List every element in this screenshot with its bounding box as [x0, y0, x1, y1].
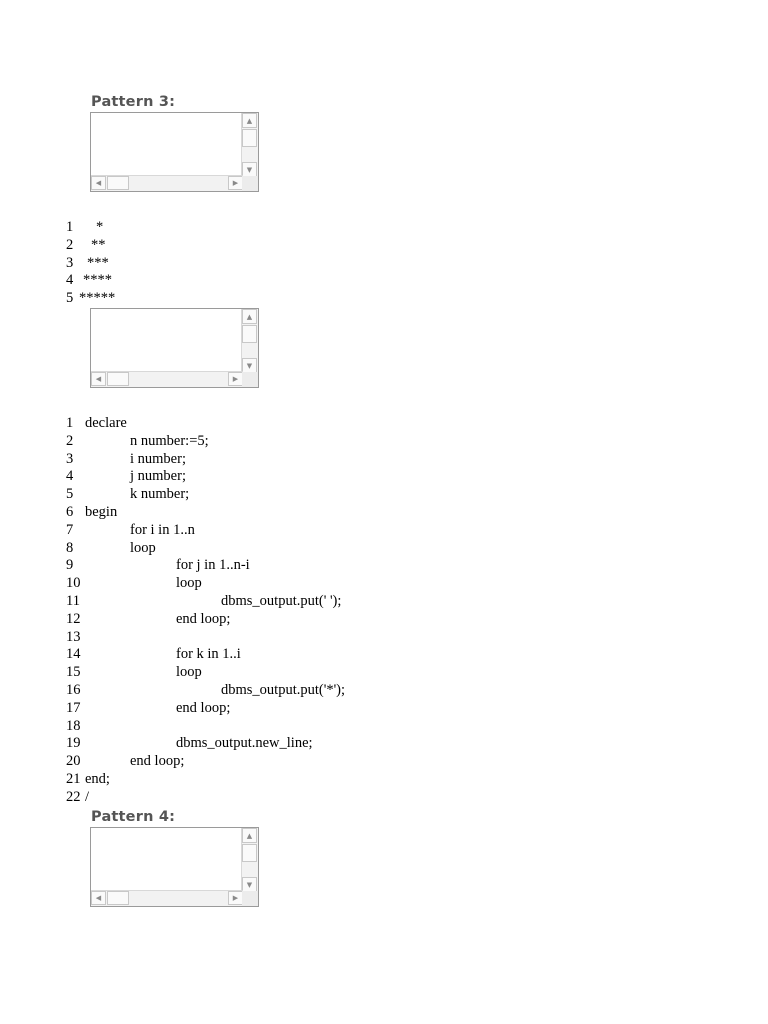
scroll-thumb[interactable] — [107, 891, 129, 905]
line-text: / — [85, 788, 90, 805]
line-number: 13 — [66, 628, 81, 645]
line-text: for j in 1..n-i — [176, 557, 250, 574]
pattern-4-heading: Pattern 4: — [91, 809, 176, 825]
scroll-left-icon[interactable]: ◀ — [91, 176, 106, 190]
line-text: end; — [85, 770, 110, 787]
scroll-down-icon[interactable]: ▼ — [242, 877, 257, 892]
line-text: j number; — [130, 468, 186, 485]
scrollbar-corner — [242, 891, 258, 906]
line-number: 4 — [66, 468, 74, 485]
scroll-thumb[interactable] — [107, 372, 129, 386]
line-text: dbms_output.put(' '); — [221, 592, 342, 609]
line-number: 21 — [66, 770, 81, 787]
line-text: for i in 1..n — [130, 521, 195, 538]
line-text: end loop; — [176, 699, 231, 716]
line-text: i number; — [130, 450, 186, 467]
line-text: n number:=5; — [130, 432, 209, 449]
horizontal-scrollbar[interactable] — [91, 175, 243, 191]
line-text: **** — [83, 272, 112, 289]
line-number: 14 — [66, 646, 81, 663]
line-text: loop — [130, 539, 156, 556]
line-number: 3 — [66, 254, 74, 271]
code-textbox-2[interactable] — [90, 308, 259, 388]
line-text: loop — [176, 664, 202, 681]
scroll-up-icon[interactable]: ▲ — [242, 828, 257, 843]
line-text: *** — [87, 254, 109, 271]
line-number: 15 — [66, 664, 81, 681]
scroll-right-icon[interactable]: ▶ — [228, 176, 243, 190]
line-number: 2 — [66, 236, 74, 253]
line-number: 12 — [66, 610, 81, 627]
line-number: 1 — [66, 415, 74, 431]
horizontal-scrollbar[interactable] — [91, 890, 243, 906]
scroll-left-icon[interactable]: ◀ — [91, 372, 106, 386]
line-number: 6 — [66, 503, 74, 520]
line-text: ** — [91, 236, 106, 253]
scroll-up-icon[interactable]: ▲ — [242, 309, 257, 324]
scroll-thumb[interactable] — [242, 129, 257, 147]
line-number: 8 — [66, 539, 74, 556]
scroll-down-icon[interactable]: ▼ — [242, 162, 257, 177]
scroll-down-icon[interactable]: ▼ — [242, 358, 257, 373]
line-number: 17 — [66, 699, 81, 716]
vertical-scrollbar[interactable] — [241, 113, 258, 177]
pattern-3-heading: Pattern 3: — [91, 94, 176, 110]
line-number: 19 — [66, 735, 81, 752]
scroll-up-icon[interactable]: ▲ — [242, 113, 257, 128]
line-text: dbms_output.new_line; — [176, 735, 313, 752]
scroll-left-icon[interactable]: ◀ — [91, 891, 106, 905]
line-text: end loop; — [130, 753, 185, 770]
line-text: dbms_output.put('*'); — [221, 681, 346, 698]
scrollbar-corner — [242, 176, 258, 191]
scroll-thumb[interactable] — [242, 325, 257, 343]
code-textbox-3[interactable] — [90, 827, 259, 907]
line-number: 11 — [66, 592, 80, 609]
line-text: k number; — [130, 486, 190, 503]
line-number: 9 — [66, 557, 74, 574]
line-number: 10 — [66, 575, 81, 592]
line-number: 22 — [66, 788, 81, 805]
line-number: 16 — [66, 681, 81, 698]
scroll-right-icon[interactable]: ▶ — [228, 372, 243, 386]
line-text: ***** — [79, 290, 116, 307]
line-text: * — [96, 219, 104, 235]
line-text: end loop; — [176, 610, 231, 627]
line-text: declare — [85, 415, 127, 431]
scroll-thumb[interactable] — [242, 844, 257, 862]
line-number: 2 — [66, 432, 74, 449]
line-text: loop — [176, 575, 202, 592]
vertical-scrollbar[interactable] — [241, 828, 258, 892]
vertical-scrollbar[interactable] — [241, 309, 258, 373]
scrollbar-corner — [242, 372, 258, 387]
line-number: 1 — [66, 219, 74, 235]
line-number: 4 — [66, 272, 74, 289]
line-number: 5 — [66, 486, 74, 503]
line-number: 5 — [66, 290, 74, 307]
horizontal-scrollbar[interactable] — [91, 371, 243, 387]
line-text: for k in 1..i — [176, 646, 241, 663]
line-number: 18 — [66, 717, 81, 734]
code-textbox-1[interactable] — [90, 112, 259, 192]
scroll-right-icon[interactable]: ▶ — [228, 891, 243, 905]
scroll-thumb[interactable] — [107, 176, 129, 190]
line-number: 20 — [66, 753, 81, 770]
line-text: begin — [85, 503, 118, 520]
line-number: 7 — [66, 521, 74, 538]
line-number: 3 — [66, 450, 74, 467]
